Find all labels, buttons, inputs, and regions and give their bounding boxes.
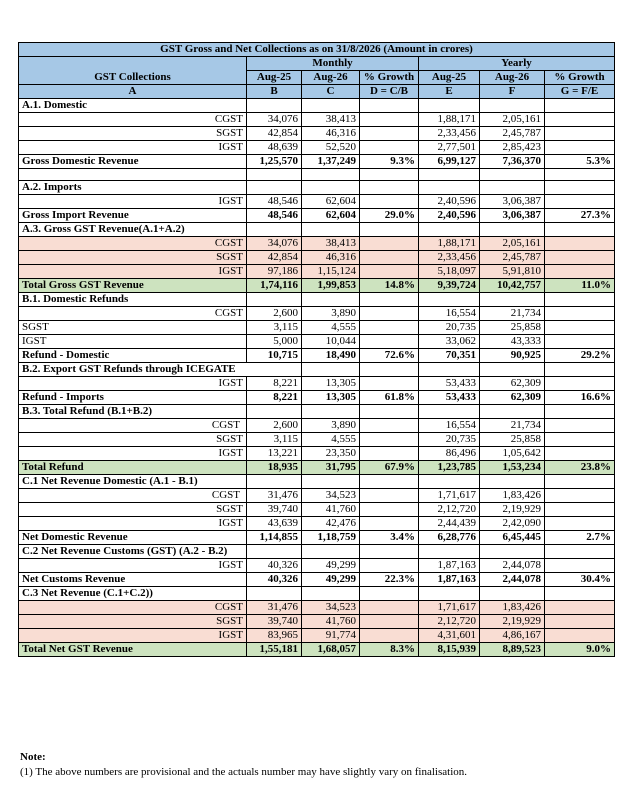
col-f-letter: F <box>480 85 545 99</box>
total-row: Gross Import Revenue 48,546 62,604 29.0% 2,40,596 3,06,387 27.3% <box>19 209 615 223</box>
note-heading: Note: <box>20 751 46 763</box>
table-row: SGST 39,740 41,760 2,12,720 2,19,929 <box>19 503 615 517</box>
table-row: CGST 34,076 38,413 1,88,171 2,05,161 <box>19 237 615 251</box>
table-row: SGST 3,115 4,555 20,735 25,858 <box>19 433 615 447</box>
col-c-letter: C <box>302 85 360 99</box>
monthly-header: Monthly <box>247 57 419 71</box>
section-header: A.3. Gross GST Revenue(A.1+A.2) <box>19 223 615 237</box>
table-row: SGST 3,115 4,555 20,735 25,858 <box>19 321 615 335</box>
aug26-monthly-header: Aug-26 <box>302 71 360 85</box>
table-title: GST Gross and Net Collections as on 31/8/2026 (Amount in crores) <box>19 43 615 57</box>
period-header-row <box>19 57 615 71</box>
gst-collections-header: GST Collections <box>19 71 247 85</box>
growth-yearly-header: % Growth <box>545 71 615 85</box>
table-row: SGST 42,854 46,316 2,33,456 2,45,787 <box>19 251 615 265</box>
col-b-letter: B <box>247 85 302 99</box>
section-header: C.2 Net Revenue Customs (GST) (A.2 - B.2) <box>19 545 615 559</box>
total-row: Refund - Domestic 10,715 18,490 72.6% 70,351 90,925 29.2% <box>19 349 615 363</box>
table-row: IGST 48,546 62,604 2,40,596 3,06,387 <box>19 195 615 209</box>
table-row: IGST 40,326 49,299 1,87,163 2,44,078 <box>19 559 615 573</box>
section-header: C.3 Net Revenue (C.1+C.2)) <box>19 587 615 601</box>
column-letter-row <box>19 85 615 99</box>
table-row: IGST 83,965 91,774 4,31,601 4,86,167 <box>19 629 615 643</box>
total-row: Refund - Imports 8,221 13,305 61.8% 53,433 62,309 16.6% <box>19 391 615 405</box>
total-row: Gross Domestic Revenue 1,25,570 1,37,249 9.3% 6,99,127 7,36,370 5.3% <box>19 155 615 169</box>
total-row: Total Gross GST Revenue 1,74,116 1,99,853 14.8% 9,39,724 10,42,757 11.0% <box>19 279 615 293</box>
table-row: IGST 43,639 42,476 2,44,439 2,42,090 <box>19 517 615 531</box>
gst-collections-table <box>18 42 615 657</box>
col-g-letter: G = F/E <box>545 85 615 99</box>
aug25-yearly-header: Aug-25 <box>419 71 480 85</box>
col-a-letter: A <box>19 85 247 99</box>
growth-monthly-header: % Growth <box>360 71 419 85</box>
note-block <box>20 750 467 780</box>
aug25-monthly-header: Aug-25 <box>247 71 302 85</box>
section-header: A.2. Imports <box>19 181 615 195</box>
section-header: B.2. Export GST Refunds through ICEGATE <box>19 363 615 377</box>
table-row: SGST 42,854 46,316 2,33,456 2,45,787 <box>19 127 615 141</box>
table-row: IGST 97,186 1,15,124 5,18,097 5,91,810 <box>19 265 615 279</box>
total-row: Total Refund 18,935 31,795 67.9% 1,23,785 1,53,234 23.8% <box>19 461 615 475</box>
table-row: CGST 31,476 34,523 1,71,617 1,83,426 <box>19 601 615 615</box>
section-header: A.1. Domestic <box>19 99 615 113</box>
table-row: CGST 2,600 3,890 16,554 21,734 <box>19 307 615 321</box>
section-header: B.3. Total Refund (B.1+B.2) <box>19 405 615 419</box>
total-row: Total Net GST Revenue 1,55,181 1,68,057 8.3% 8,15,939 8,89,523 9.0% <box>19 643 615 657</box>
table-row: IGST 48,639 52,520 2,77,501 2,85,423 <box>19 141 615 155</box>
spacer-row <box>19 169 615 181</box>
aug26-yearly-header: Aug-26 <box>480 71 545 85</box>
section-header: C.1 Net Revenue Domestic (A.1 - B.1) <box>19 475 615 489</box>
table-row: CGST 34,076 38,413 1,88,171 2,05,161 <box>19 113 615 127</box>
table-row: SGST 39,740 41,760 2,12,720 2,19,929 <box>19 615 615 629</box>
col-d-letter: D = C/B <box>360 85 419 99</box>
table-row: IGST 8,221 13,305 53,433 62,309 <box>19 377 615 391</box>
table-row: CGST 31,476 34,523 1,71,617 1,83,426 <box>19 489 615 503</box>
total-row: Net Domestic Revenue 1,14,855 1,18,759 3.4% 6,28,776 6,45,445 2.7% <box>19 531 615 545</box>
total-row: Net Customs Revenue 40,326 49,299 22.3% 1,87,163 2,44,078 30.4% <box>19 573 615 587</box>
table-row: IGST 13,221 23,350 86,496 1,05,642 <box>19 447 615 461</box>
table-title-row <box>19 43 615 57</box>
yearly-header: Yearly <box>419 57 615 71</box>
column-header-row <box>19 71 615 85</box>
note-line: (1) The above numbers are provisional and the actuals number may have slightly vary on finalisation. <box>20 766 468 778</box>
col-e-letter: E <box>419 85 480 99</box>
table-row: IGST 5,000 10,044 33,062 43,333 <box>19 335 615 349</box>
table-row: CGST 2,600 3,890 16,554 21,734 <box>19 419 615 433</box>
section-header: B.1. Domestic Refunds <box>19 293 615 307</box>
